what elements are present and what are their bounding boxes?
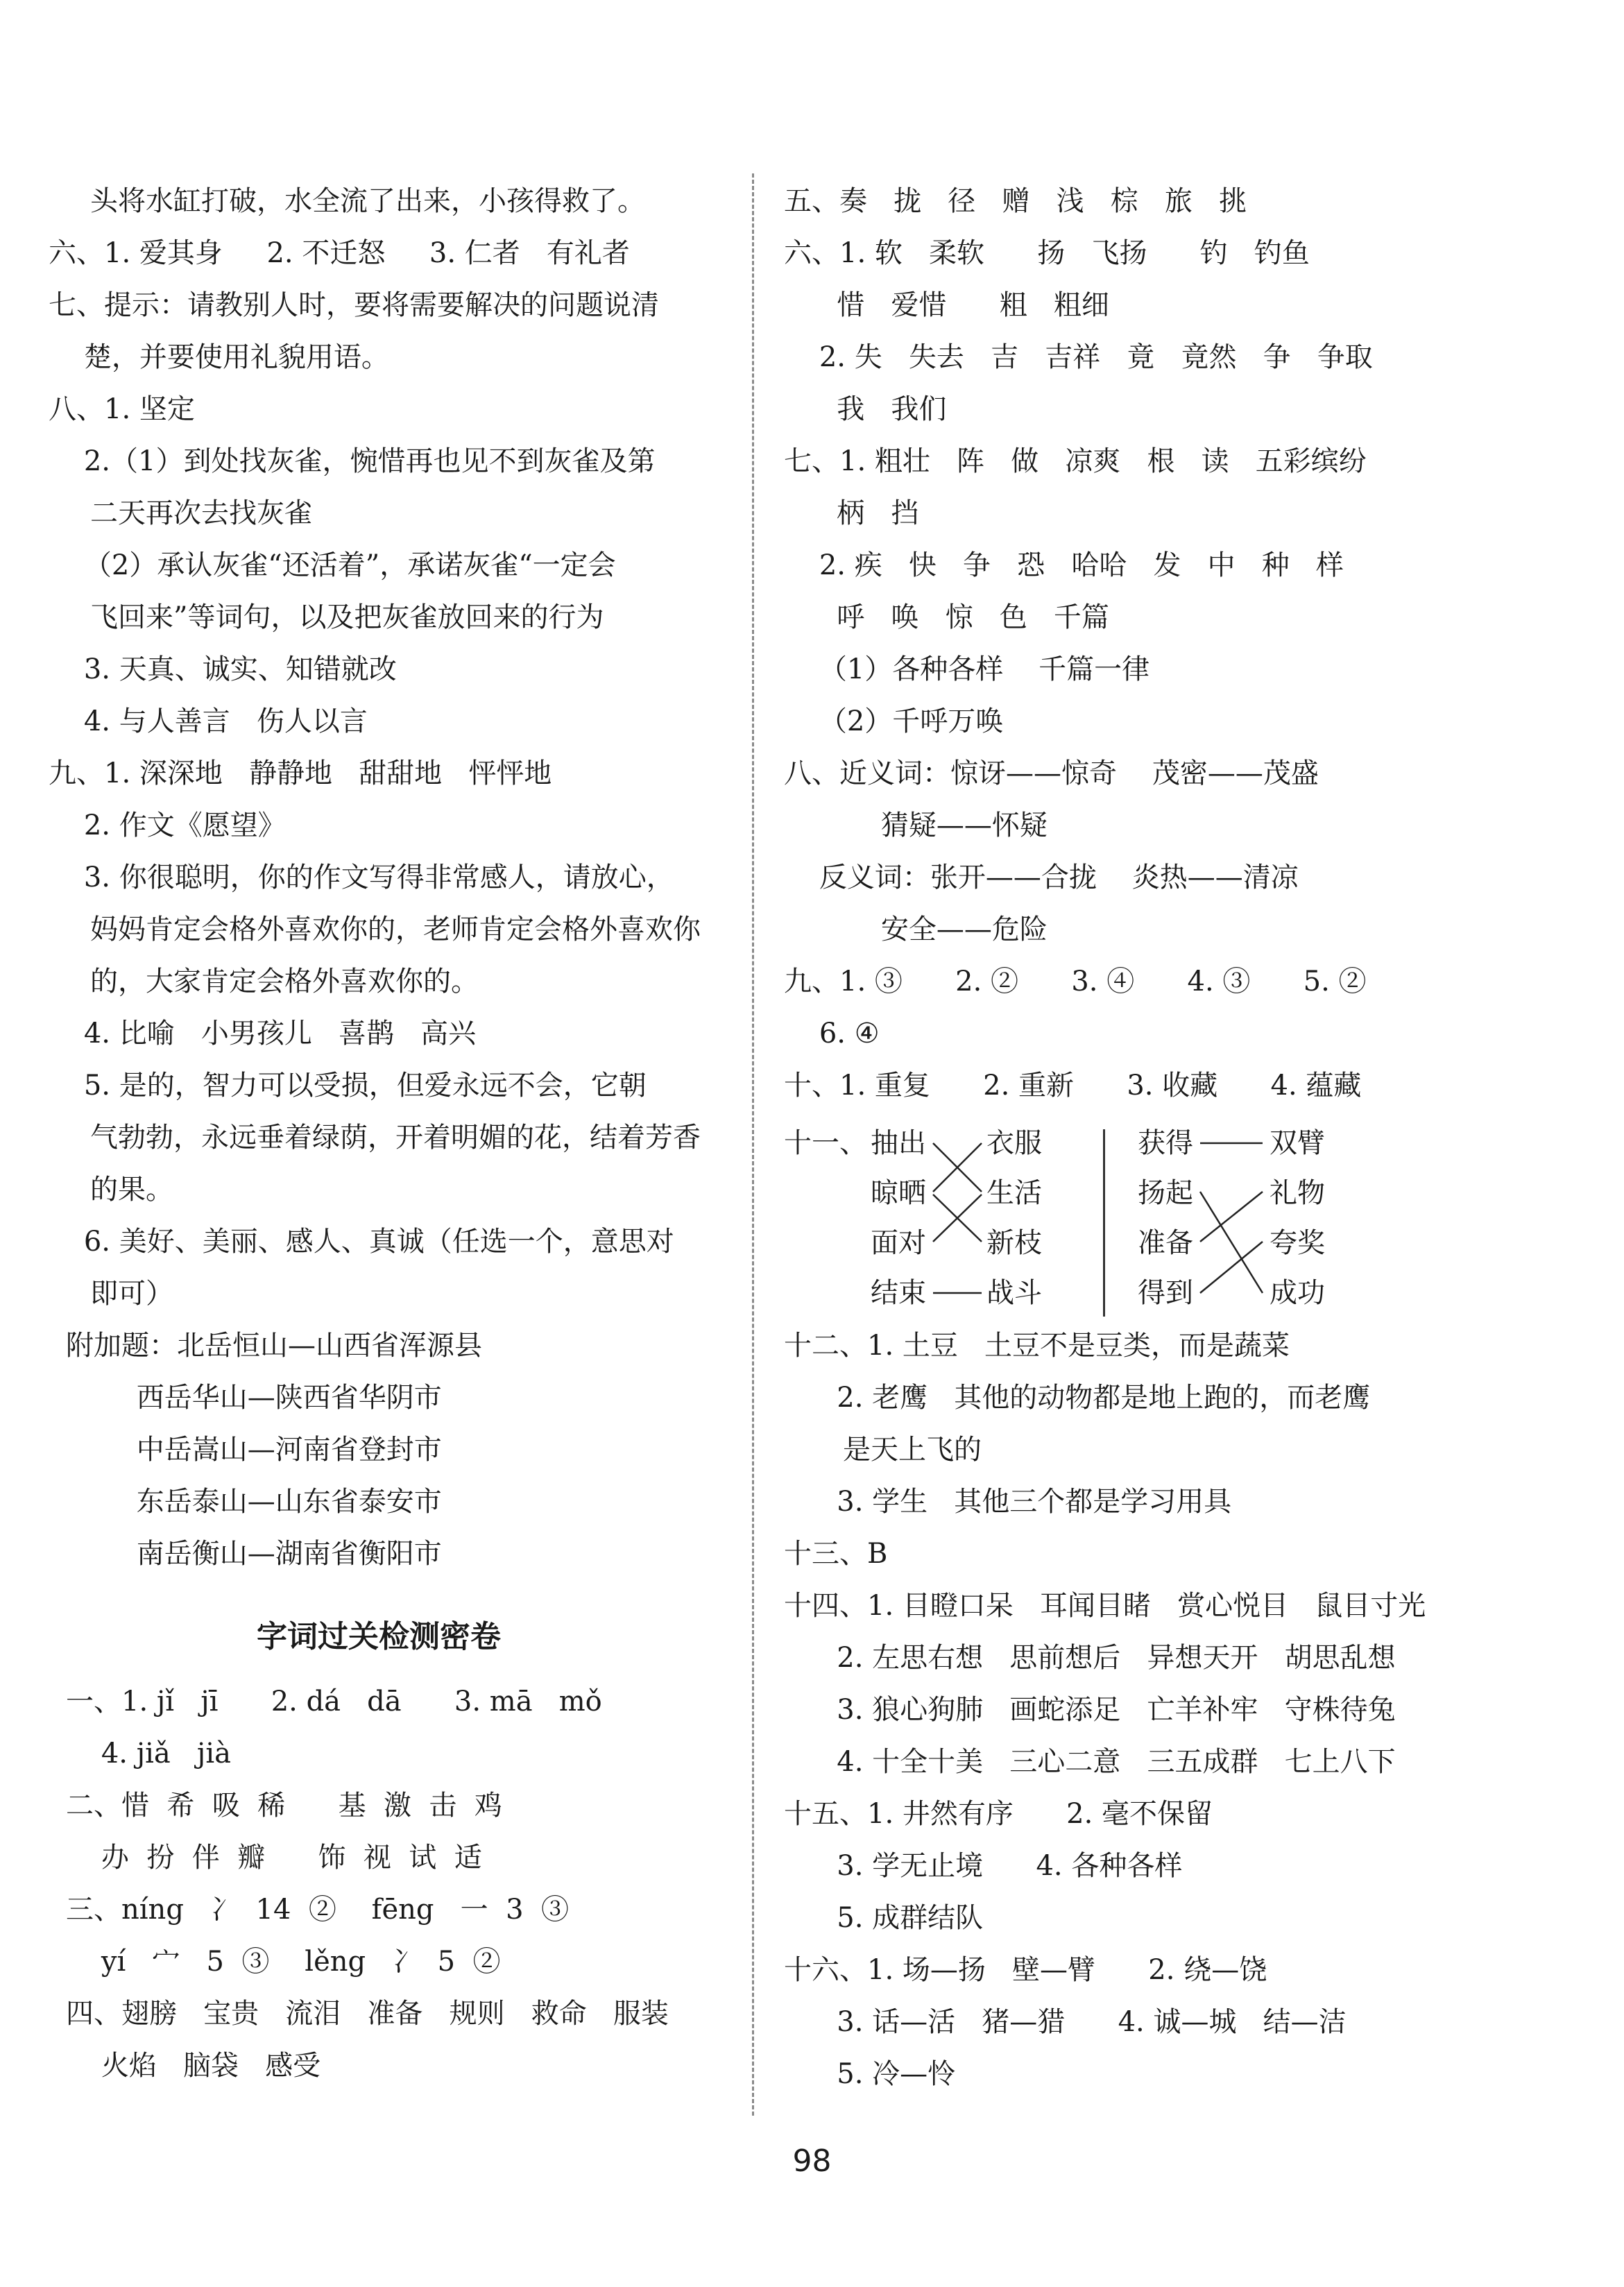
matching-exercise xyxy=(784,1122,1478,1324)
page-number: 98 xyxy=(792,2143,832,2179)
text-line: 的果。 xyxy=(90,1174,173,1206)
text-line: 呼 唤 惊 色 千篇 xyxy=(784,601,1109,633)
text-line: 十四、1. 目瞪口呆 耳闻目睹 赏心悦目 鼠目寸光 xyxy=(784,1590,1426,1622)
match-line xyxy=(1200,1242,1263,1293)
text-line: 二天再次去找灰雀 xyxy=(90,497,312,529)
text-line: 三、níng 冫 14 ② fēng 一 3 ③ xyxy=(66,1894,569,1926)
text-line: yí 宀 5 ③ lěng 冫 5 ② xyxy=(66,1946,501,1978)
text-line: 二、惜 希 吸 稀 基 激 击 鸡 xyxy=(66,1790,502,1822)
match-line xyxy=(1200,1192,1263,1293)
matching-label: 十一、 xyxy=(784,1127,867,1159)
text-line: 四、翅膀 宝贵 流泪 准备 规则 救命 服装 xyxy=(66,1998,669,2030)
match-word: 衣服 xyxy=(986,1127,1042,1159)
text-line: 西岳华山—陕西省华阴市 xyxy=(66,1382,442,1414)
matching-divider xyxy=(1103,1129,1105,1317)
text-line: 5. 冷—怜 xyxy=(784,2058,956,2090)
text-line: 九、1. ③ 2. ② 3. ④ 4. ③ 5. ② xyxy=(784,966,1367,997)
text-line: 我 我们 xyxy=(784,393,947,425)
text-line: 七、1. 粗壮 阵 做 凉爽 根 读 五彩缤纷 xyxy=(784,445,1367,477)
text-line: 2.（1）到处找灰雀，惋惜再也见不到灰雀及第 xyxy=(49,445,656,477)
match-word: 晾晒 xyxy=(871,1177,926,1209)
match-word: 扬起 xyxy=(1138,1177,1193,1209)
text-line: 七、提示：请教别人时，要将需要解决的问题说清 xyxy=(49,289,659,321)
text-line: 柄 挡 xyxy=(784,497,919,529)
text-line: 妈妈肯定会格外喜欢你的，老师肯定会格外喜欢你 xyxy=(90,914,701,945)
text-line: 十六、1. 场—扬 壁—臂 2. 绕—饶 xyxy=(784,1954,1267,1986)
text-line: 的，大家肯定会格外喜欢你的。 xyxy=(90,966,479,997)
text-line: 气勃勃，永远垂着绿荫，开着明媚的花，结着芳香 xyxy=(90,1122,701,1154)
text-line: 2. 疾 快 争 恐 哈哈 发 中 种 样 xyxy=(784,549,1344,581)
text-line: 楚，并要使用礼貌用语。 xyxy=(49,341,389,373)
text-line: （1）各种各样 千篇一律 xyxy=(784,653,1150,685)
text-line: 六、1. 爱其身 2. 不迁怒 3. 仁者 有礼者 xyxy=(49,237,630,269)
column-divider xyxy=(752,173,754,2116)
match-word: 新枝 xyxy=(986,1227,1042,1259)
text-line: 4. 十全十美 三心二意 三五成群 七上八下 xyxy=(784,1746,1396,1778)
text-line: 飞回来”等词句，以及把灰雀放回来的行为 xyxy=(90,601,604,633)
match-word: 获得 xyxy=(1138,1127,1193,1159)
text-line: 中岳嵩山—河南省登封市 xyxy=(66,1434,442,1466)
text-line: 2. 老鹰 其他的动物都是地上跑的，而老鹰 xyxy=(784,1382,1371,1414)
text-line: 5. 成群结队 xyxy=(784,1902,984,1934)
text-line: （2）承认灰雀“还活着”，承诺灰雀“一定会 xyxy=(49,549,616,581)
text-line: 六、1. 软 柔软 扬 飞扬 钓 钓鱼 xyxy=(784,237,1310,269)
text-line: 3. 话—活 猪—猎 4. 诚—城 结—洁 xyxy=(784,2006,1347,2038)
text-line: 十、1. 重复 2. 重新 3. 收藏 4. 蕴藏 xyxy=(784,1070,1362,1102)
match-word: 双臂 xyxy=(1270,1127,1325,1159)
text-line: 五、奏 拢 径 赠 浅 棕 旅 挑 xyxy=(784,185,1247,217)
text-line: 一、1. jǐ jī 2. dá dā 3. mā mǒ xyxy=(66,1686,602,1718)
text-line: 附加题：北岳恒山—山西省浑源县 xyxy=(66,1330,482,1362)
match-word: 礼物 xyxy=(1270,1177,1325,1209)
text-line: 十三、B xyxy=(784,1538,888,1570)
section-title: 字词过关检测密卷 xyxy=(257,1619,501,1654)
text-line: 办 扮 伴 瓣 饰 视 试 适 xyxy=(66,1842,482,1874)
match-word: 夸奖 xyxy=(1270,1227,1325,1259)
match-word: 结束 xyxy=(871,1277,926,1309)
text-line: 4. 与人善言 伤人以言 xyxy=(49,705,368,737)
text-line: 火焰 脑袋 感受 xyxy=(66,2050,321,2082)
text-line: 头将水缸打破，水全流了出来，小孩得救了。 xyxy=(90,185,645,217)
text-line: 4. 比喻 小男孩儿 喜鹊 高兴 xyxy=(49,1018,477,1050)
text-line: 6. 美好、美丽、感人、真诚（任选一个，意思对 xyxy=(49,1226,674,1258)
text-line: 十五、1. 井然有序 2. 毫不保留 xyxy=(784,1798,1213,1830)
text-line: 2. 左思右想 思前想后 异想天开 胡思乱想 xyxy=(784,1642,1396,1674)
text-line: （2）千呼万唤 xyxy=(784,705,1004,737)
match-word: 准备 xyxy=(1138,1227,1193,1259)
text-line: 6. ④ xyxy=(784,1018,880,1050)
match-word: 生活 xyxy=(986,1177,1042,1209)
match-word: 战斗 xyxy=(986,1277,1042,1309)
text-line: 3. 你很聪明，你的作文写得非常感人，请放心， xyxy=(49,862,674,893)
text-line: 即可） xyxy=(90,1278,173,1310)
text-line: 八、1. 坚定 xyxy=(49,393,195,425)
text-line: 3. 学生 其他三个都是学习用具 xyxy=(784,1486,1232,1518)
text-line: 3. 学无止境 4. 各种各样 xyxy=(784,1850,1183,1882)
match-word: 抽出 xyxy=(871,1127,926,1159)
text-line: 3. 天真、诚实、知错就改 xyxy=(49,653,397,685)
text-line: 猜疑——怀疑 xyxy=(784,810,1048,841)
match-word: 得到 xyxy=(1138,1277,1193,1309)
text-line: 是天上飞的 xyxy=(843,1434,982,1466)
text-line: 安全——危险 xyxy=(784,914,1048,945)
text-line: 2. 作文《愿望》 xyxy=(49,810,286,841)
match-line xyxy=(1200,1192,1263,1242)
text-line: 八、近义词：惊讶——惊奇 茂密——茂盛 xyxy=(784,757,1319,789)
text-line: 惜 爱惜 粗 粗细 xyxy=(784,289,1109,321)
match-word: 成功 xyxy=(1270,1277,1325,1309)
text-line: 4. jiǎ jià xyxy=(66,1738,231,1770)
text-line: 九、1. 深深地 静静地 甜甜地 怦怦地 xyxy=(49,757,552,789)
text-line: 东岳泰山—山东省泰安市 xyxy=(66,1486,442,1518)
text-line: 反义词：张开——合拢 炎热——清凉 xyxy=(784,862,1299,893)
text-line: 2. 失 失去 吉 吉祥 竟 竟然 争 争取 xyxy=(784,341,1373,373)
text-line: 十二、1. 土豆 土豆不是豆类，而是蔬菜 xyxy=(784,1330,1290,1362)
match-word: 面对 xyxy=(871,1227,926,1259)
text-line: 3. 狼心狗肺 画蛇添足 亡羊补牢 守株待兔 xyxy=(784,1694,1396,1726)
text-line: 5. 是的，智力可以受损，但爱永远不会，它朝 xyxy=(49,1070,647,1102)
text-line: 南岳衡山—湖南省衡阳市 xyxy=(66,1538,442,1570)
